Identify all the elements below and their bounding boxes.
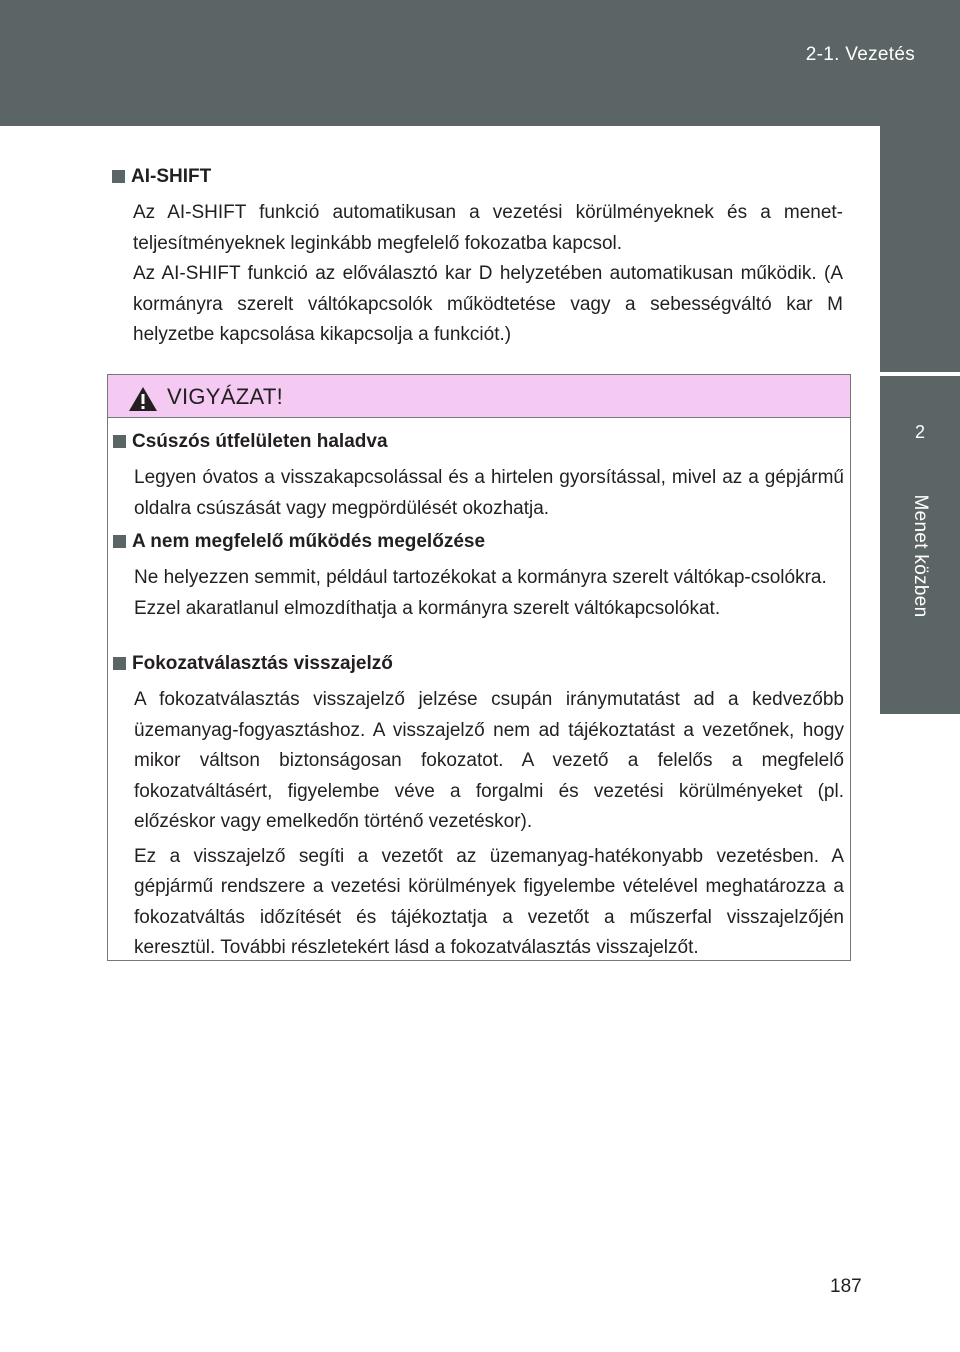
section-heading-text: AI-SHIFT bbox=[131, 166, 212, 187]
chapter-tab-divider bbox=[880, 372, 960, 376]
square-bullet-icon bbox=[113, 657, 126, 670]
caution-box bbox=[107, 374, 851, 961]
chapter-title: Menet közben bbox=[910, 494, 931, 618]
header-bar bbox=[0, 0, 960, 126]
caution-paragraph: Ezzel akaratlanul elmozdíthatja a kormányra szerelt váltókapcsolókat. bbox=[134, 597, 721, 619]
caution-paragraph: Legyen óvatos a visszakapcsolással és a hirtelen gyorsítással, mivel az a gépjármű oldalra csúszását vagy megpördülését okozhatja. bbox=[134, 467, 844, 519]
section-title: 2-1. Vezetés bbox=[805, 44, 915, 65]
chapter-number: 2 bbox=[914, 422, 925, 442]
warning-icon bbox=[128, 386, 158, 412]
caution-section-heading-text: Csúszós útfelületen haladva bbox=[132, 431, 388, 452]
body-paragraph: Az AI-SHIFT funkció az előválasztó kar D helyzetében automatikusan működik. (A kormányra szerelt váltókapcsolók működtetése vagy a sebességváltó kar M helyzetbe kapcsolása kikapcsolja a funkciót.) bbox=[133, 263, 843, 345]
caution-section-heading bbox=[113, 431, 844, 453]
caution-title: VIGYÁZAT! bbox=[167, 384, 283, 409]
square-bullet-icon bbox=[113, 535, 126, 548]
caution-header bbox=[108, 375, 850, 418]
caution-section bbox=[113, 531, 844, 624]
square-bullet-icon bbox=[112, 170, 125, 183]
caution-paragraph: Ez a visszajelző segíti a vezetőt az üzemanyag-hatékonyabb vezetésben. A gépjármű rendszere a vezetési körülmények figyelembe vételével meghatározza a fokozatváltás időzítését és tájékoztatja a vezetőt a műszerfal visszajelzőjén keresztül. További részletekért lásd a fokozatválasztás visszajelzőt. bbox=[134, 845, 844, 958]
caution-section-heading-text: A nem megfelelő működés megelőzése bbox=[132, 531, 486, 552]
caution-section bbox=[113, 431, 844, 524]
caution-section-heading bbox=[113, 531, 844, 553]
caution-section-heading-text: Fokozatválasztás visszajelző bbox=[132, 653, 393, 674]
section-heading bbox=[112, 166, 211, 188]
chapter-tab bbox=[880, 126, 960, 714]
caution-paragraph: Ne helyezzen semmit, például tartozékokat a kormányra szerelt váltókap-csolókra. bbox=[134, 567, 827, 588]
caution-section bbox=[113, 653, 844, 964]
caution-section-heading bbox=[113, 653, 844, 675]
page-number: 187 bbox=[830, 1276, 862, 1297]
caution-paragraph: A fokozatválasztás visszajelző jelzése csupán iránymutatást ad a kedvezőbb üzemanyag-fogyasztáshoz. A visszajelző nem ad tájékoztatást a vezetőnek, hogy mikor váltson biztonságosan fokozatot. A vezető a felelős a megfelelő fokozatváltásért, figyelembe véve a forgalmi és vezetési körülményeket (pl. előzéskor vagy emelkedőn történő vezetéskor). bbox=[134, 689, 844, 832]
square-bullet-icon bbox=[113, 435, 126, 448]
body-paragraph: Az AI-SHIFT funkció automatikusan a vezetési körülményeknek és a menet-teljesítményeknek leginkább megfelelő fokozatba kapcsol. bbox=[133, 202, 843, 254]
section-body bbox=[133, 198, 843, 351]
